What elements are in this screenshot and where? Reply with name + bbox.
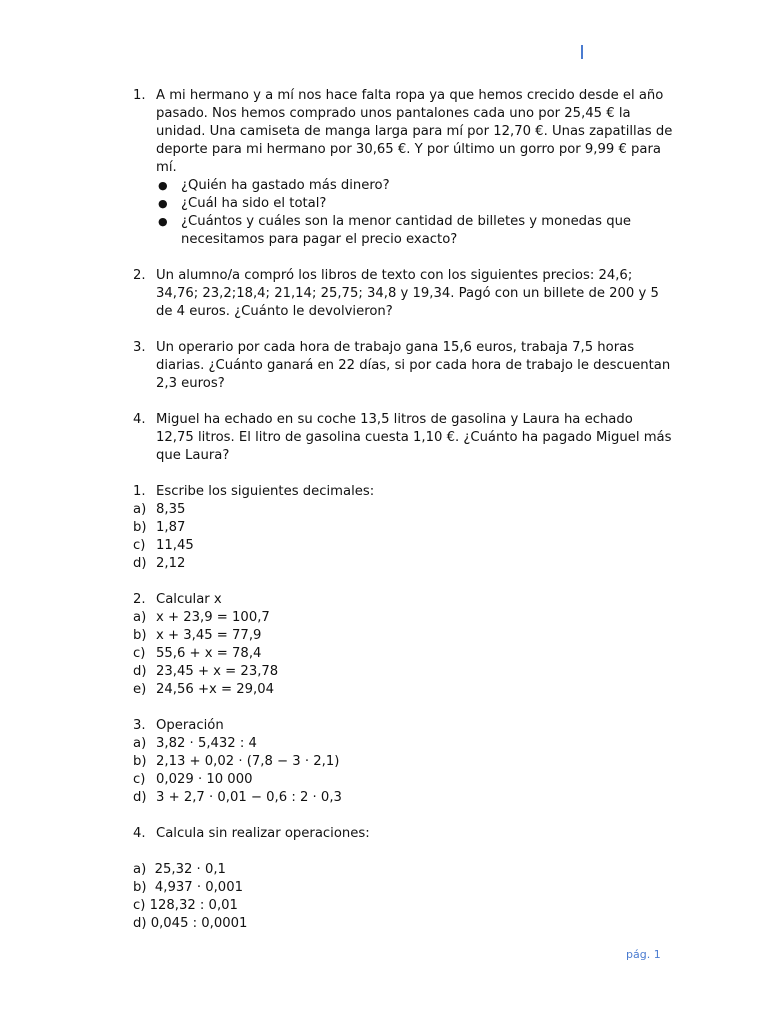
problem-4 bbox=[133, 411, 673, 465]
list-item: c) 11,45 bbox=[133, 538, 194, 553]
document-body bbox=[133, 87, 673, 933]
list-item bbox=[156, 177, 673, 195]
list-item: d) 2,12 bbox=[133, 556, 186, 571]
problem-2 bbox=[133, 267, 673, 321]
list-item: a) 3,82 · 5,432 : 4 bbox=[133, 736, 257, 751]
problem-1-bullets bbox=[156, 177, 673, 249]
list-item: a) x + 23,9 = 100,7 bbox=[133, 610, 270, 625]
problem-number: 2. bbox=[133, 268, 146, 283]
exercise-title: Calcular x bbox=[156, 592, 222, 607]
exercise-1-title bbox=[133, 483, 673, 501]
exercise-title: Calcula sin realizar operaciones: bbox=[156, 826, 370, 841]
list-item: b) 2,13 + 0,02 · (7,8 − 3 · 2,1) bbox=[133, 754, 340, 769]
exercise-2-title bbox=[133, 591, 673, 609]
problem-number: 3. bbox=[133, 340, 146, 355]
list-item: e) 24,56 +x = 29,04 bbox=[133, 682, 274, 697]
problem-text: Miguel ha echado en su coche 13,5 litros de gasolina y Laura ha echado 12,75 litros. El litro de gasolina cuesta 1,10 €. ¿Cuánto ha pagado Miguel más que Laura? bbox=[156, 412, 672, 463]
bullet-text: ¿Cuántos y cuáles son la menor cantidad de billetes y monedas que necesitamos para pagar el precio exacto? bbox=[181, 214, 632, 247]
list-item: c) 128,32 : 0,01 bbox=[133, 898, 238, 913]
bullet-icon: ● bbox=[158, 215, 168, 228]
problem-3 bbox=[133, 339, 673, 393]
list-item: a) 25,32 · 0,1 bbox=[133, 862, 226, 877]
problem-text: Un operario por cada hora de trabajo gana 15,6 euros, trabaja 7,5 horas diarias. ¿Cuánto ganará en 22 días, si por cada hora de trabajo le descuentan 2,3 euros? bbox=[156, 340, 671, 391]
problem-text: Un alumno/a compró los libros de texto con los siguientes precios: 24,6; 34,76; 23,2;18,4; 21,14; 25,75; 34,8 y 19,34. Pagó con un billete de 200 y 5 de 4 euros. ¿Cuánto le devolvieron? bbox=[156, 268, 659, 319]
page-number: pág. 1 bbox=[626, 948, 661, 961]
list-item bbox=[156, 195, 673, 213]
list-item: c) 55,6 + x = 78,4 bbox=[133, 646, 262, 661]
problem-number: 4. bbox=[133, 412, 146, 427]
list-item: b) 4,937 · 0,001 bbox=[133, 880, 243, 895]
exercise-number: 4. bbox=[133, 826, 146, 841]
exercise-3-title bbox=[133, 717, 673, 735]
list-item: a) 8,35 bbox=[133, 502, 186, 517]
bullet-icon: ● bbox=[158, 197, 168, 210]
exercise-number: 1. bbox=[133, 484, 146, 499]
bullet-text: ¿Quién ha gastado más dinero? bbox=[181, 178, 390, 193]
exercise-number: 3. bbox=[133, 718, 146, 733]
list-item: d) 3 + 2,7 · 0,01 − 0,6 : 2 · 0,3 bbox=[133, 790, 342, 805]
bullet-icon: ● bbox=[158, 179, 168, 192]
list-item: b) 1,87 bbox=[133, 520, 186, 535]
list-item: c) 0,029 · 10 000 bbox=[133, 772, 253, 787]
exercise-title: Escribe los siguientes decimales: bbox=[156, 484, 375, 499]
exercise-number: 2. bbox=[133, 592, 146, 607]
exercise-4-title bbox=[133, 825, 673, 843]
list-item bbox=[156, 213, 673, 249]
list-item: d) 0,045 : 0,0001 bbox=[133, 916, 248, 931]
bullet-text: ¿Cuál ha sido el total? bbox=[181, 196, 327, 211]
list-item: d) 23,45 + x = 23,78 bbox=[133, 664, 279, 679]
list-item: b) x + 3,45 = 77,9 bbox=[133, 628, 262, 643]
text-cursor bbox=[581, 45, 583, 59]
exercise-title: Operación bbox=[156, 718, 224, 733]
problem-1 bbox=[133, 87, 673, 177]
problem-text: A mi hermano y a mí nos hace falta ropa ya que hemos crecido desde el año pasado. Nos hemos comprado unos pantalones cada uno por 25,45 € la unidad. Una camiseta de manga larga para mí por 12,70 €. Unas zapatillas de deporte para mi hermano por 30,65 €. Y por último un gorro por 9,99 € para mí. bbox=[156, 88, 673, 175]
problem-number: 1. bbox=[133, 88, 146, 103]
